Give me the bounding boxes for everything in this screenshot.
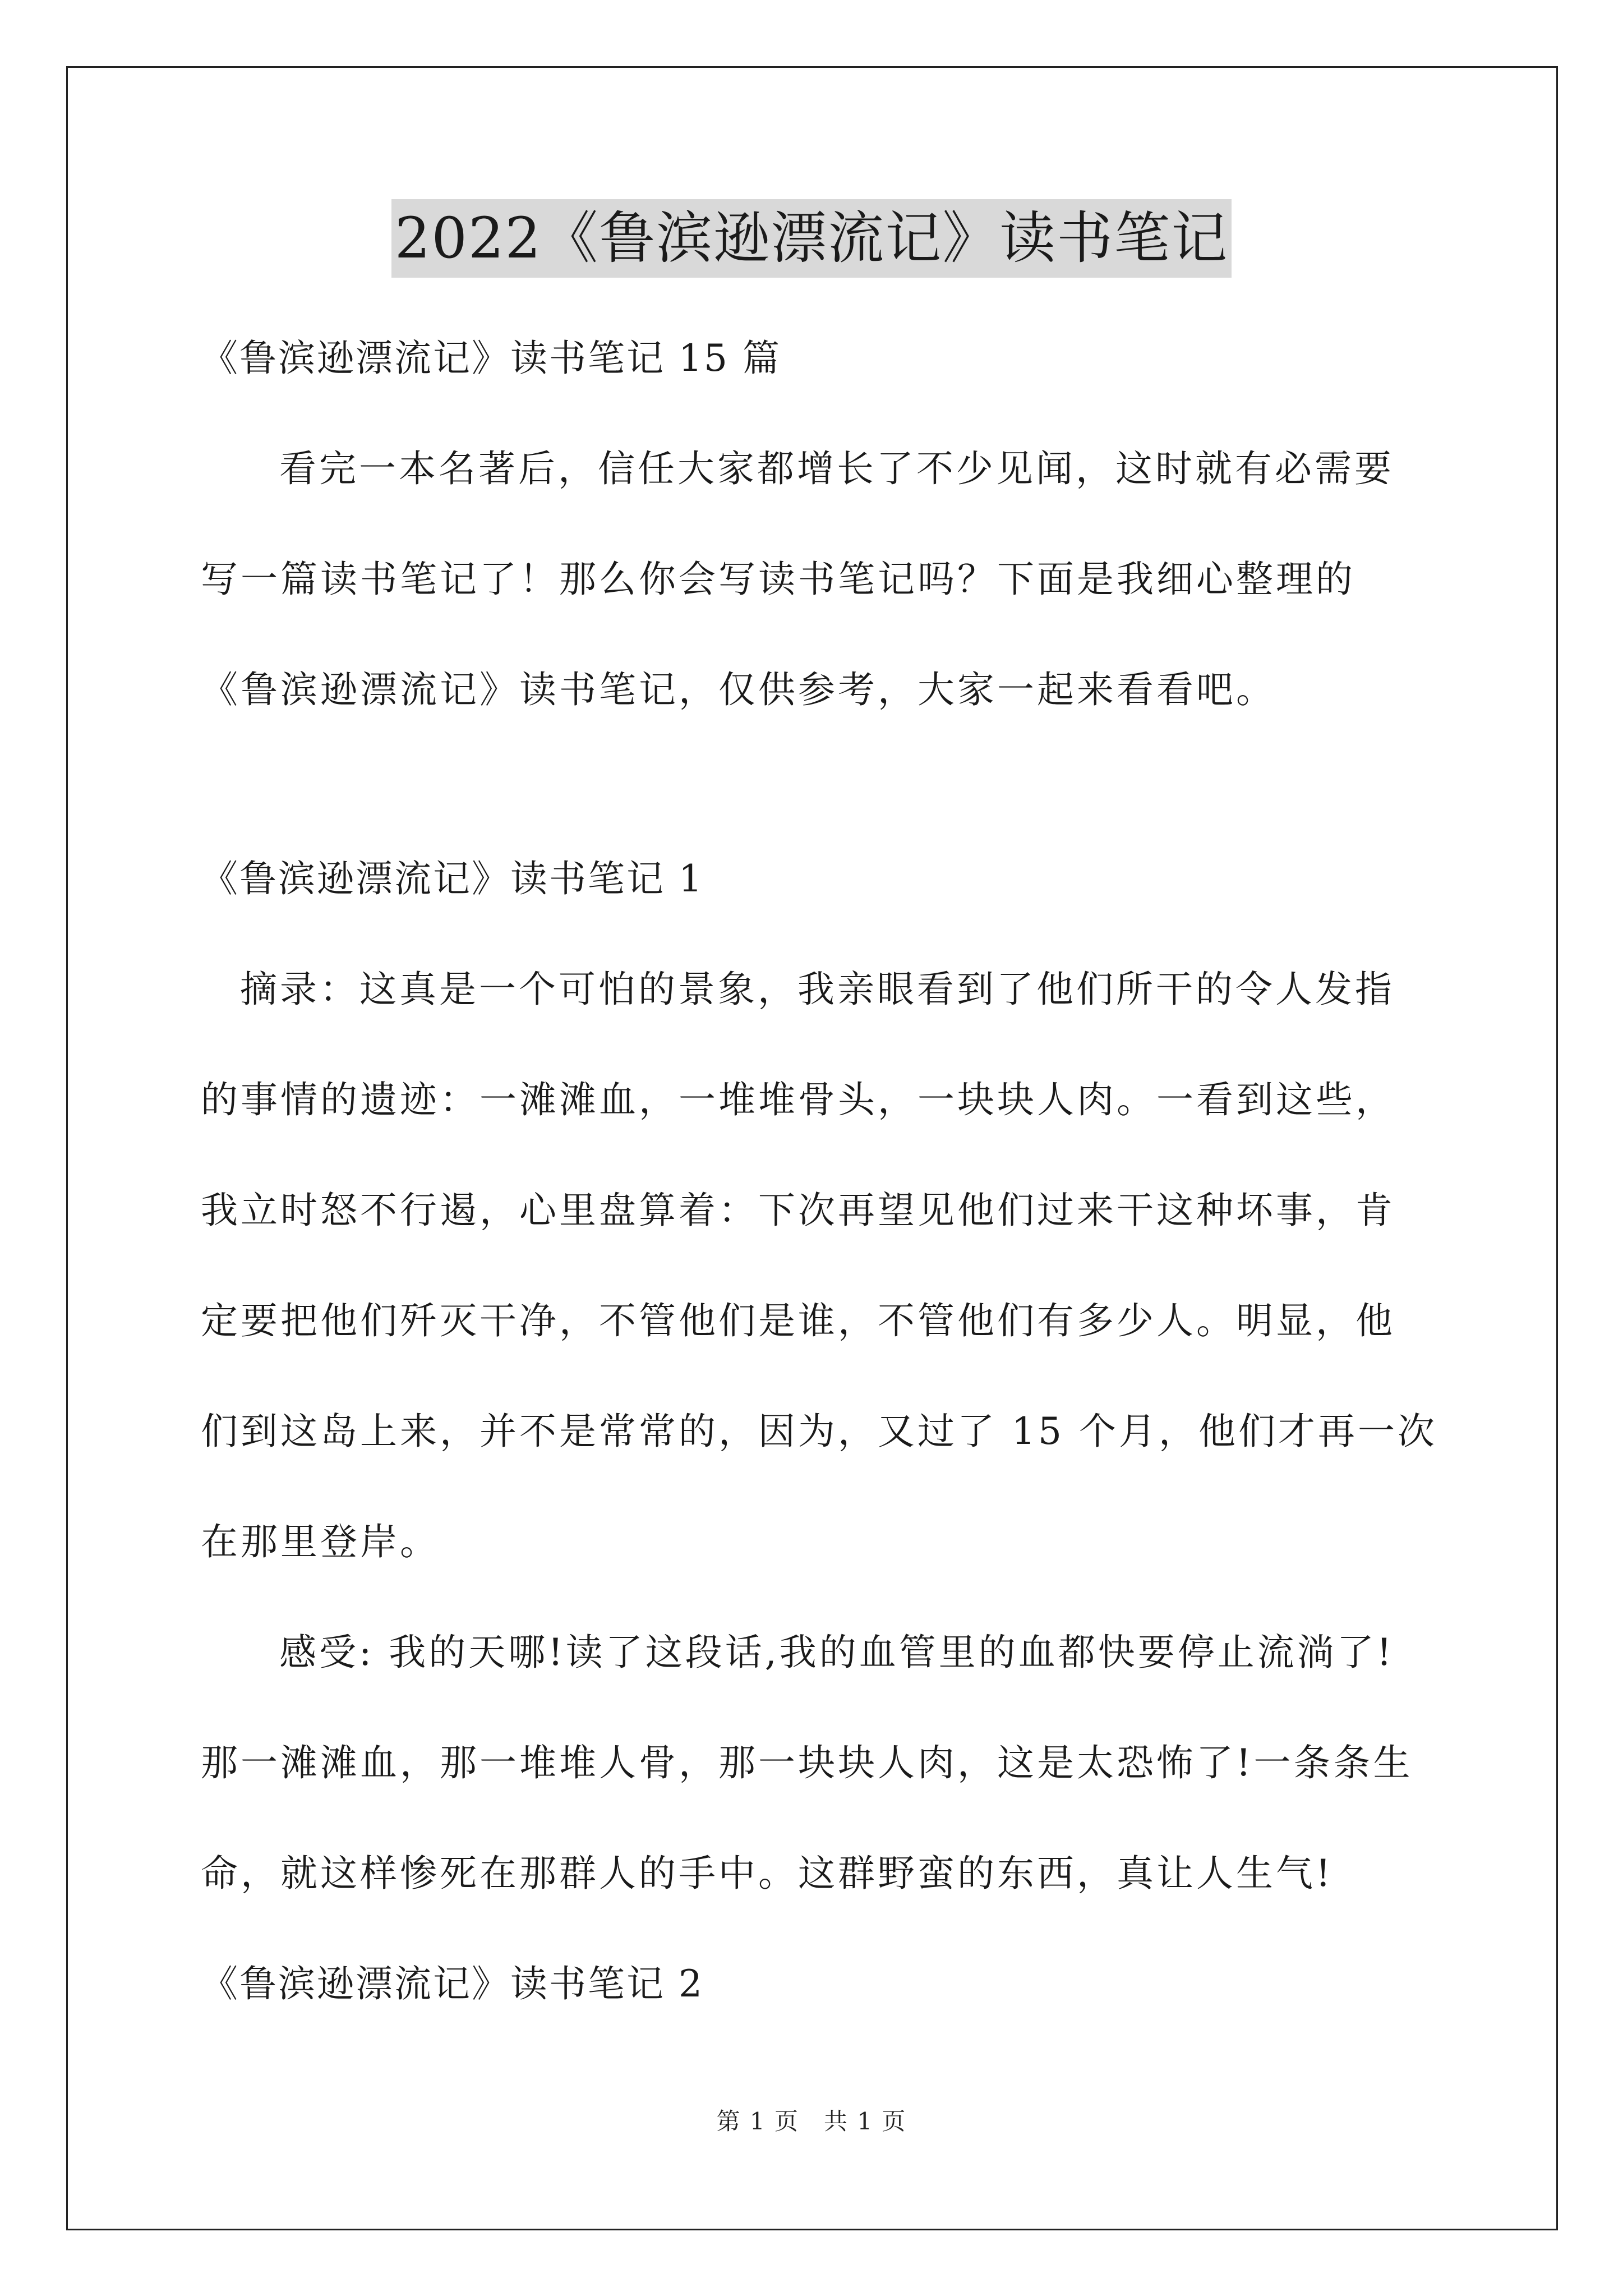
excerpt-line-3: 我立时怒不行遏，心里盘算着：下次再望见他们过来干这种坏事，肯 — [201, 1189, 1395, 1232]
feeling-line-1: 感受: 我的天哪!读了这段话,我的血管里的血都快要停止流淌了! — [279, 1631, 1395, 1674]
intro-line-1: 看完一本名著后，信任大家都增长了不少见闻，这时就有必需要 — [279, 447, 1394, 490]
excerpt-line-1: 摘录：这真是一个可怕的景象，我亲眼看到了他们所干的令人发指 — [240, 968, 1395, 1011]
section-heading-1: 《鲁滨逊漂流记》读书笔记 1 — [201, 857, 704, 900]
excerpt-line-2: 的事情的遗迹：一滩滩血，一堆堆骨头，一块块人肉。一看到这些， — [201, 1078, 1395, 1121]
feeling-line-2: 那一滩滩血，那一堆堆人骨，那一块块人肉，这是太恐怖了!一条条生 — [201, 1741, 1413, 1784]
excerpt-line-5: 们到这岛上来，并不是常常的，因为，又过了 15 个月，他们才再一次 — [201, 1410, 1437, 1453]
intro-line-2: 写一篇读书笔记了！那么你会写读书笔记吗？下面是我细心整理的 — [201, 558, 1355, 601]
page-footer: 第 1 页 共 1 页 — [716, 2108, 907, 2135]
excerpt-line-6: 在那里登岸。 — [201, 1520, 440, 1563]
document-body — [201, 303, 1435, 2039]
title-container — [0, 199, 1623, 278]
excerpt-line-4: 定要把他们歼灭干净，不管他们是谁，不管他们有多少人。明显，他 — [201, 1299, 1395, 1342]
section-heading-2: 《鲁滨逊漂流记》读书笔记 2 — [201, 1962, 704, 2005]
intro-line-3: 《鲁滨逊漂流记》读书笔记，仅供参考，大家一起来看看吧。 — [201, 668, 1276, 711]
feeling-line-3: 命，就这样惨死在那群人的手中。这群野蛮的东西，真让人生气! — [201, 1852, 1334, 1895]
subtitle: 《鲁滨逊漂流记》读书笔记 15 篇 — [201, 337, 781, 380]
document-title: 2022《鲁滨逊漂流记》读书笔记 — [391, 199, 1232, 278]
